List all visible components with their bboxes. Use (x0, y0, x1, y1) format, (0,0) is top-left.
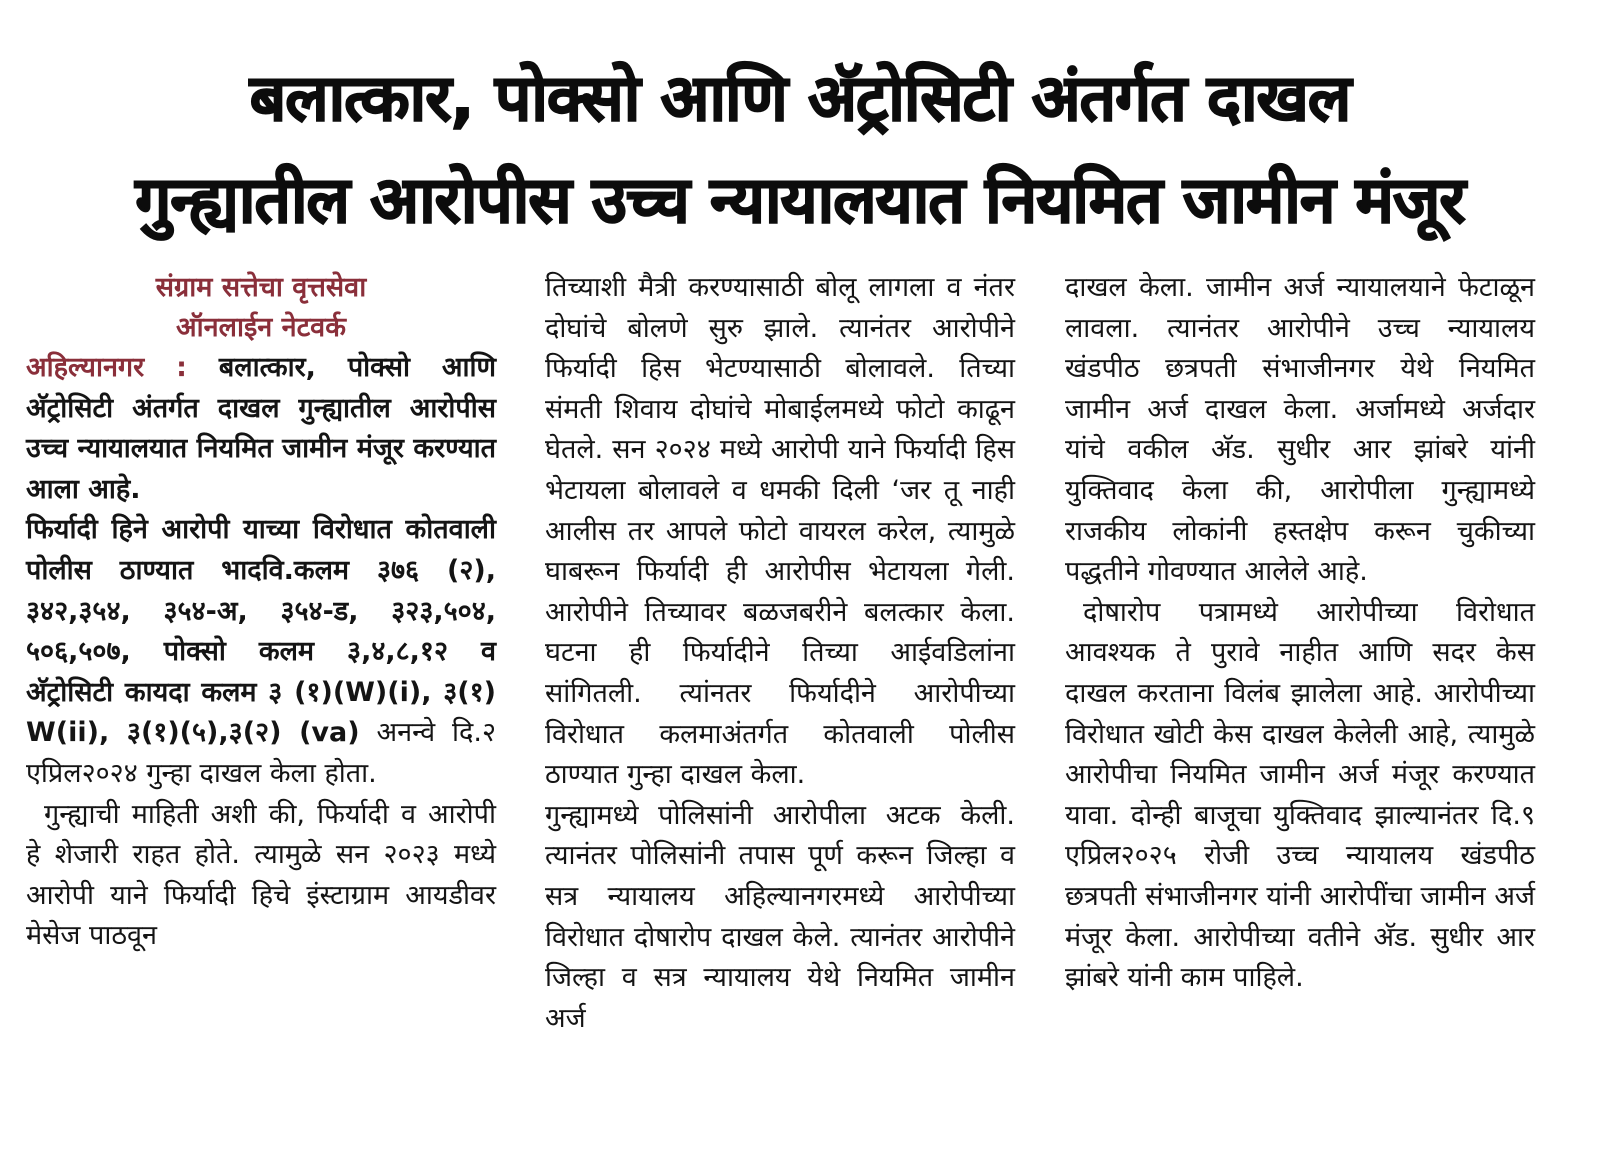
dateline-place: अहिल्यानगर : (26, 352, 187, 383)
article-column-1 (26, 268, 496, 957)
arrest-paragraph-continued: दाखल केला. जामीन अर्ज न्यायालयाने फेटाळून लावला. त्यानंतर आरोपीने उच्च न्यायालय खंडपीठ छत्रपती संभाजीनगर येथे नियमित जामीन अर्ज दाखल केला. अर्जामध्ये अर्जदार यांचे वकील अ‍ॅड. सुधीर आर झांबरे यांनी युक्तिवाद केला की, आरोपीला गुन्ह्यामध्ये राजकीय लोकांनी हस्तक्षेप करून चुकीच्या पद्धतीने गोवण्यात आलेले आहे. (1065, 272, 1535, 588)
article-column-3 (1065, 268, 1535, 999)
incident-paragraph-continued: तिच्याशी मैत्री करण्यासाठी बोलू लागला व नंतर दोघांचे बोलणे सुरु झाले. त्यानंतर आरोपीने फिर्यादी हिस भेटण्यासाठी बोलावले. तिच्या संमती शिवाय दोघांचे मोबाईलमध्ये फोटो काढून घेतले. सन २०२४ मध्ये आरोपी याने फिर्यादी हिस भेटायला बोलावले व धमकी दिली ‘जर तू नाही आलीस तर आपले फोटो वायरल करेल, त्यामुळे घाबरून फिर्यादी ही आरोपीस भेटायला गेली. आरोपीने तिच्यावर बळजबरीने बलत्कार केला. घटना ही फिर्यादीने तिच्या आईवडिलांना सांगितली. त्यांनतर फिर्यादीने आरोपीच्या विरोधात कलमाअंतर्गत कोतवाली पोलीस ठाण्यात गुन्हा दाखल केला. (545, 272, 1015, 791)
lead-text: बलात्कार, पोक्सो आणि अ‍ॅट्रोसिटी अंतर्गत दाखल गुन्ह्यातील आरोपीस उच्च न्यायालयात नियमित जामीन मंजूर करण्यात आला आहे. (26, 352, 496, 505)
charges-date-text: अनन्वे दि.२ एप्रिल२०२४ गुन्हा दाखल केला होता. (26, 717, 496, 789)
bail-paragraph: दोषारोप पत्रामध्ये आरोपीच्या विरोधात आवश्यक ते पुरावे नाहीत आणि सदर केस दाखल करताना विलंब झालेला आहे. आरोपीच्या विरोधात खोटी केस दाखल केलेली आहे, त्यामुळे आरोपीचा नियमित जामीन अर्ज मंजूर करण्यात यावा. दोन्ही बाजूचा युक्तिवाद झाल्यानंतर दि.९ एप्रिल२०२५ रोजी उच्च न्यायालय खंडपीठ छत्रपती संभाजीनगर यांनी आरोपींचा जामीन अर्ज मंजूर केला. आरोपीच्या वतीने अ‍ॅड. सुधीर आर झांबरे यांनी काम पाहिले. (1065, 596, 1535, 994)
incident-paragraph: गुन्ह्याची माहिती अशी की, फिर्यादी व आरोपी हे शेजारी राहत होते. त्यामुळे सन २०२३ मध्ये आरोपी याने फिर्यादी हिचे इंस्टाग्राम आयडीवर मेसेज पाठवून (26, 798, 496, 952)
headline-line-2: गुन्ह्यातील आरोपीस उच्च न्यायालयात नियमित जामीन मंजूर (135, 164, 1465, 238)
byline-network: ऑनलाईन नेटवर्क (176, 312, 346, 343)
lead-paragraph (26, 348, 496, 510)
arrest-paragraph: गुन्ह्यामध्ये पोलिसांनी आरोपीला अटक केली. त्यानंतर पोलिसांनी तपास पूर्ण करून जिल्हा व सत्र न्यायालय अहिल्यानगरमध्ये आरोपीच्या विरोधात दोषारोप दाखल केले. त्यानंतर आरोपीने जिल्हा व सत्र न्यायालय येथे नियमित जामीन अर्ज (545, 799, 1015, 1034)
charges-text: फिर्यादी हिने आरोपी याच्या विरोधात कोतवाली पोलीस ठाण्यात भादवि.कलम ३७६ (२), ३४२,३५४, ३५४-अ, ३५४-ड, ३२३,५०४, ५०६,५०७, पोक्सो कलम ३,४,८,१२ व अ‍ॅट्रोसिटी कायदा कलम ३ (१)(W)(i), ३(१) W(ii), ३(१)(५),३(२) (va) (26, 514, 496, 749)
headline-line-1: बलात्कार, पोक्सो आणि अ‍ॅट्रोसिटी अंतर्गत दाखल (249, 62, 1351, 136)
headline (20, 48, 1580, 252)
article-column-2 (545, 268, 1015, 1039)
charges-paragraph (26, 510, 496, 794)
byline (26, 268, 496, 348)
byline-agency: संग्राम सत्तेचा वृत्तसेवा (155, 272, 367, 303)
